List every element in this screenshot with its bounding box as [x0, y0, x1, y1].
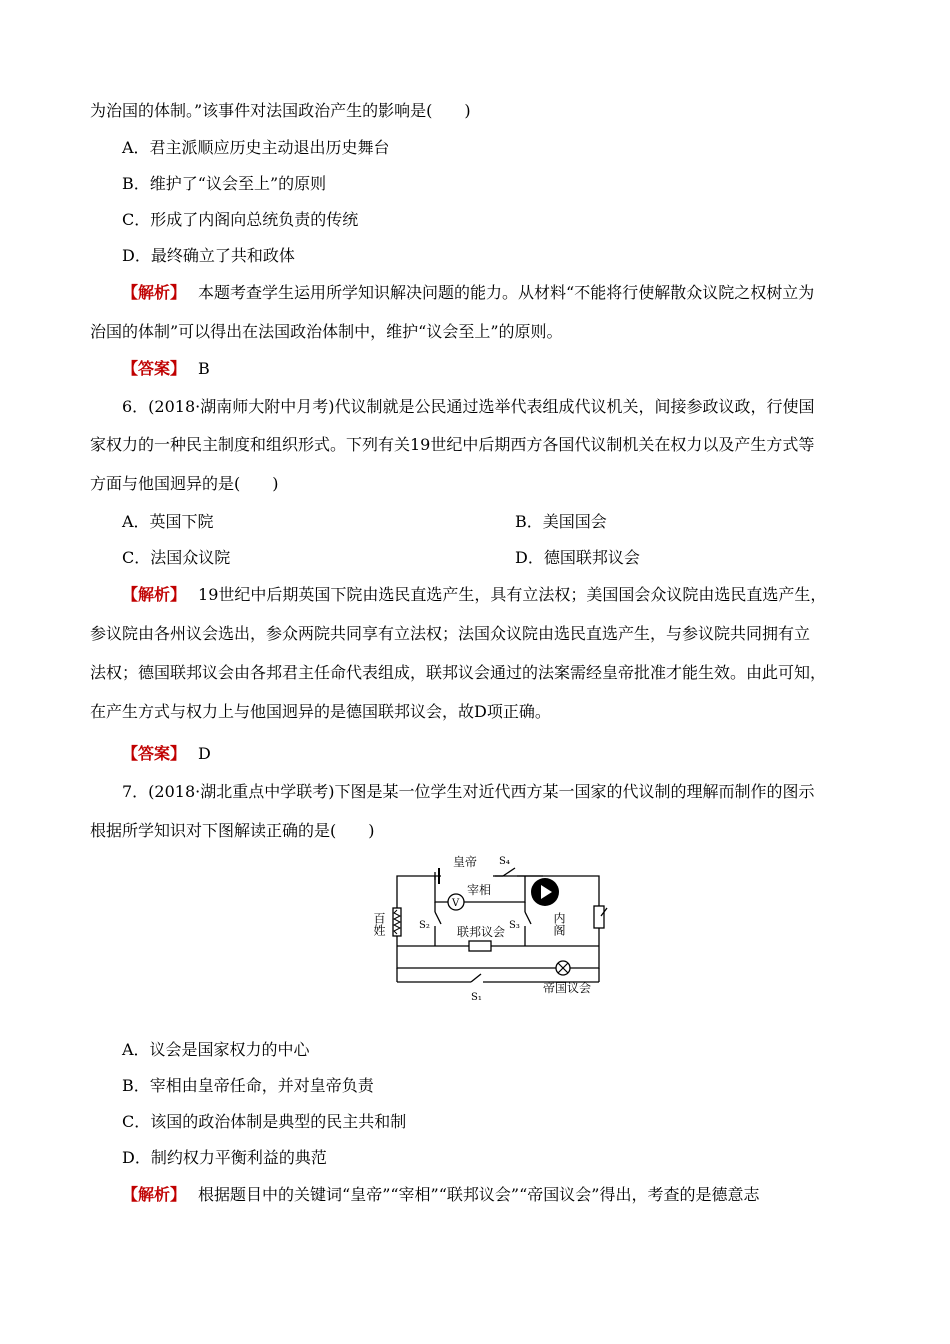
q5-option-a: A．君主派顺应历史主动退出历史舞台 — [122, 138, 390, 157]
label-people: 百姓 — [372, 912, 386, 936]
q6-analysis: 【解析】 19世纪中后期英国下院由选民直选产生，具有立法权；美国国会众议院由选民直选产生， — [122, 585, 827, 604]
q6-stem-2: 家权力的一种民主制度和组织形式。下列有关19世纪中后期西方各国代议制机关在权力以及产生方式等 — [90, 435, 815, 454]
answer-label: 【答案】 — [122, 744, 187, 763]
circuit-diagram — [372, 850, 615, 1010]
q6-options-row-2 — [122, 548, 860, 568]
q7-option-b: B．宰相由皇帝任命，并对皇帝负责 — [122, 1076, 374, 1095]
label-voltmeter: V — [452, 898, 460, 909]
q6-option-b: B．美国国会 — [515, 512, 607, 531]
q5-stem: 为治国的体制。”该事件对法国政治产生的影响是( ) — [90, 101, 471, 120]
q5-option-d: D．最终确立了共和政体 — [122, 246, 295, 265]
q7-option-d: D．制约权力平衡利益的典范 — [122, 1148, 327, 1167]
q5-analysis: 【解析】 本题考查学生运用所学知识解决问题的能力。从材料“不能将行使解散众议院之权树立为 — [122, 283, 815, 302]
q6-options-row-1 — [122, 512, 860, 532]
label-chancellor: 宰相 — [467, 883, 492, 897]
analysis-label: 【解析】 — [122, 1185, 187, 1204]
answer-label: 【答案】 — [122, 359, 187, 378]
right-resistor — [594, 906, 604, 928]
q7-stem: 7．(2018·湖北重点中学联考)下图是某一位学生对近代西方某一国家的代议制的理解而制作的图示 — [122, 782, 815, 801]
federal-council-resistor — [469, 941, 491, 951]
q5-option-b: B．维护了“议会至上”的原则 — [122, 174, 327, 193]
analysis-label: 【解析】 — [122, 283, 187, 302]
label-cabinet: 内阁 — [552, 912, 566, 936]
q7-option-c: C．该国的政治体制是典型的民主共和制 — [122, 1112, 407, 1131]
label-federal-council: 联邦议会 — [457, 925, 506, 939]
q6-answer: 【答案】 D — [122, 744, 211, 763]
analysis-label: 【解析】 — [122, 585, 187, 604]
label-s3: S₃ — [509, 920, 520, 931]
q6-stem-3: 方面与他国迥异的是( ) — [90, 474, 279, 493]
q7-option-a: A．议会是国家权力的中心 — [122, 1040, 310, 1059]
label-s1: S₁ — [471, 992, 482, 1003]
label-reichstag: 帝国议会 — [543, 981, 592, 995]
q6-option-a: A．英国下院 — [122, 512, 214, 531]
q7-stem-2: 根据所学知识对下图解读正确的是( ) — [90, 821, 375, 840]
q6-stem: 6．(2018·湖南师大附中月考)代议制就是公民通过选举代表组成代议机关，间接参政议政，行使国 — [122, 397, 815, 416]
q5-analysis-cont: 治国的体制”可以得出在法国政治体制中，维护“议会至上”的原则。 — [90, 322, 563, 341]
label-s4: S₄ — [499, 856, 510, 867]
q6-option-d: D．德国联邦议会 — [515, 548, 640, 567]
q6-option-c: C．法国众议院 — [122, 548, 231, 567]
q5-answer: 【答案】 B — [122, 359, 210, 378]
q6-analysis-4: 在产生方式与权力上与他国迥异的是德国联邦议会，故D项正确。 — [90, 702, 551, 721]
label-s2: S₂ — [419, 920, 430, 931]
q6-analysis-3: 法权；德国联邦议会由各邦君主任命代表组成，联邦议会通过的法案需经皇帝批准才能生效。由此可知， — [90, 663, 827, 682]
q5-option-c: C．形成了内阁向总统负责的传统 — [122, 210, 359, 229]
q6-analysis-2: 参议院由各州议会选出，参众两院共同享有立法权；法国众议院由选民直选产生，与参议院共同拥有立 — [90, 624, 811, 643]
label-emperor: 皇帝 — [453, 855, 478, 869]
q7-analysis: 【解析】 根据题目中的关键词“皇帝”“宰相”“联邦议会”“帝国议会”得出，考查的是德意志 — [122, 1185, 760, 1204]
